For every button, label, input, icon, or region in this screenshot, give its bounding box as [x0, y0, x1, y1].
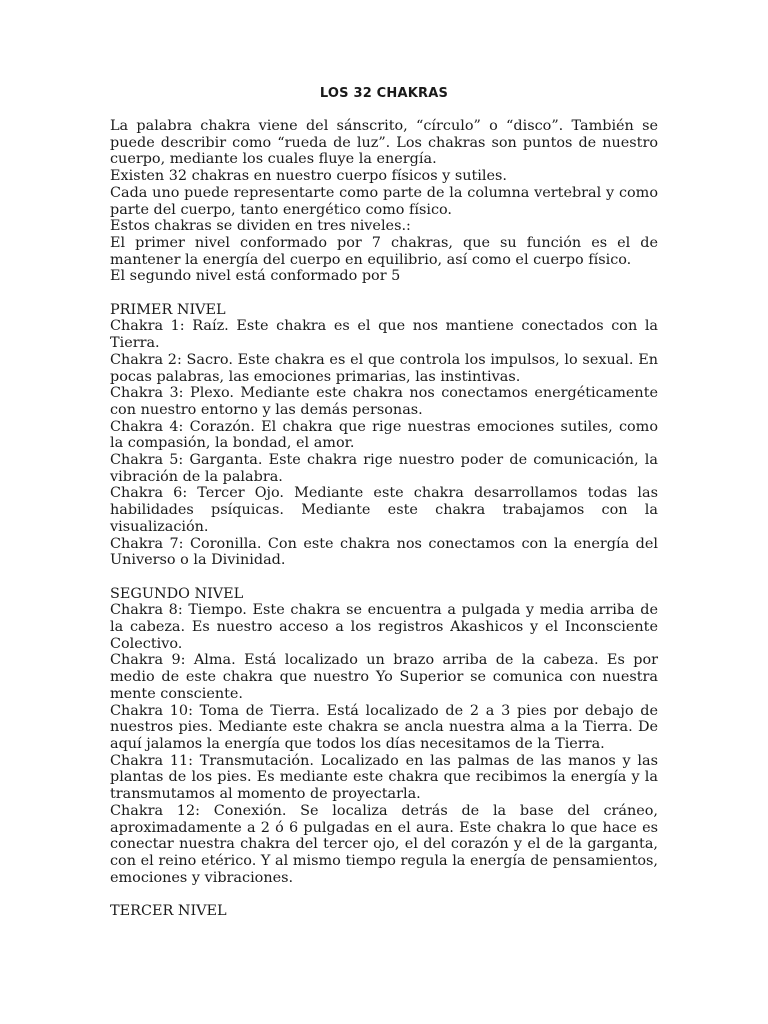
- intro-paragraph: Estos chakras se dividen en tres niveles.:: [110, 218, 411, 235]
- chakra-item: Chakra 10: Toma de Tierra. Está localizado de 2 a 3 pies por debajo de nuestros pies. Mediante este chakra se ancla nuestra alma a la Tierra. De aquí jalamos la energía que todos los días necesitamos de la Tierra.: [110, 702, 658, 752]
- chakra-item: Chakra 9: Alma. Está localizado un brazo arriba de la cabeza. Es por medio de este chakra que nuestro Yo Superior se comunica con nuestra mente consciente.: [110, 652, 658, 702]
- chakra-item: Chakra 3: Plexo. Mediante este chakra nos conectamos energéticamente con nuestro entorno y las demás personas.: [110, 385, 658, 418]
- intro-block: [110, 118, 658, 285]
- intro-paragraph: El segundo nivel está conformado por 5: [110, 268, 401, 285]
- intro-paragraph: La palabra chakra viene del sánscrito, “círculo” o “disco”. También se puede describir como “rueda de luz”. Los chakras son puntos de nuestro cuerpo, mediante los cuales fluye la energía.: [110, 118, 658, 168]
- chakra-item: Chakra 6: Tercer Ojo. Mediante este chakra desarrollamos todas las habilidades psíquicas. Mediante este chakra trabajamos con la visualización.: [110, 485, 658, 535]
- section-primer-nivel: [110, 302, 658, 569]
- chakra-item: Chakra 7: Coronilla. Con este chakra nos conectamos con la energía del Universo o la Divinidad.: [110, 535, 658, 569]
- section-tercer-nivel: [110, 903, 658, 920]
- chakra-item: Chakra 2: Sacro. Este chakra es el que controla los impulsos, lo sexual. En pocas palabras, las emociones primarias, las instintivas.: [110, 351, 658, 385]
- document-page: [110, 86, 658, 920]
- intro-paragraph: Existen 32 chakras en nuestro cuerpo físicos y sutiles.: [110, 168, 507, 185]
- chakra-item: Chakra 1: Raíz. Este chakra es el que nos mantiene conectados con la Tierra.: [110, 318, 658, 352]
- section-segundo-nivel: [110, 586, 658, 887]
- section-heading: PRIMER NIVEL: [110, 301, 226, 318]
- section-heading: SEGUNDO NIVEL: [110, 585, 244, 602]
- intro-paragraph: El primer nivel conformado por 7 chakras, que su función es el de mantener la energía del cuerpo en equilibrio, así como el cuerpo físico.: [110, 234, 658, 268]
- chakra-item: Chakra 11: Transmutación. Localizado en las palmas de las manos y las plantas de los pies. Es mediante este chakra que recibimos la energía y la transmutamos al momento de proyectarla.: [110, 752, 658, 803]
- chakra-item: Chakra 8: Tiempo. Este chakra se encuentra a pulgada y media arriba de la cabeza. Es nuestro acceso a los registros Akashicos y el Inconsciente Colectivo.: [110, 602, 658, 652]
- intro-paragraph: Cada uno puede representarte como parte de la columna vertebral y como parte del cuerpo, tanto energético como físico.: [110, 184, 658, 218]
- chakra-item: Chakra 5: Garganta. Este chakra rige nuestro poder de comunicación, la vibración de la palabra.: [110, 452, 658, 485]
- chakra-item: Chakra 12: Conexión. Se localiza detrás de la base del cráneo, aproximadamente a 2 ó 6 pulgadas en el aura. Este chakra lo que hace es conectar nuestra chakra del tercer ojo, el del corazón y el de la garganta, con el reino etérico. Y al mismo tiempo regula la energía de pensamientos, emociones y vibraciones.: [110, 802, 658, 886]
- document-title: LOS 32 CHAKRAS: [319, 86, 449, 101]
- chakra-item: Chakra 4: Corazón. El chakra que rige nuestras emociones sutiles, como la compasión, la bondad, el amor.: [110, 418, 658, 452]
- section-heading: TERCER NIVEL: [110, 903, 227, 919]
